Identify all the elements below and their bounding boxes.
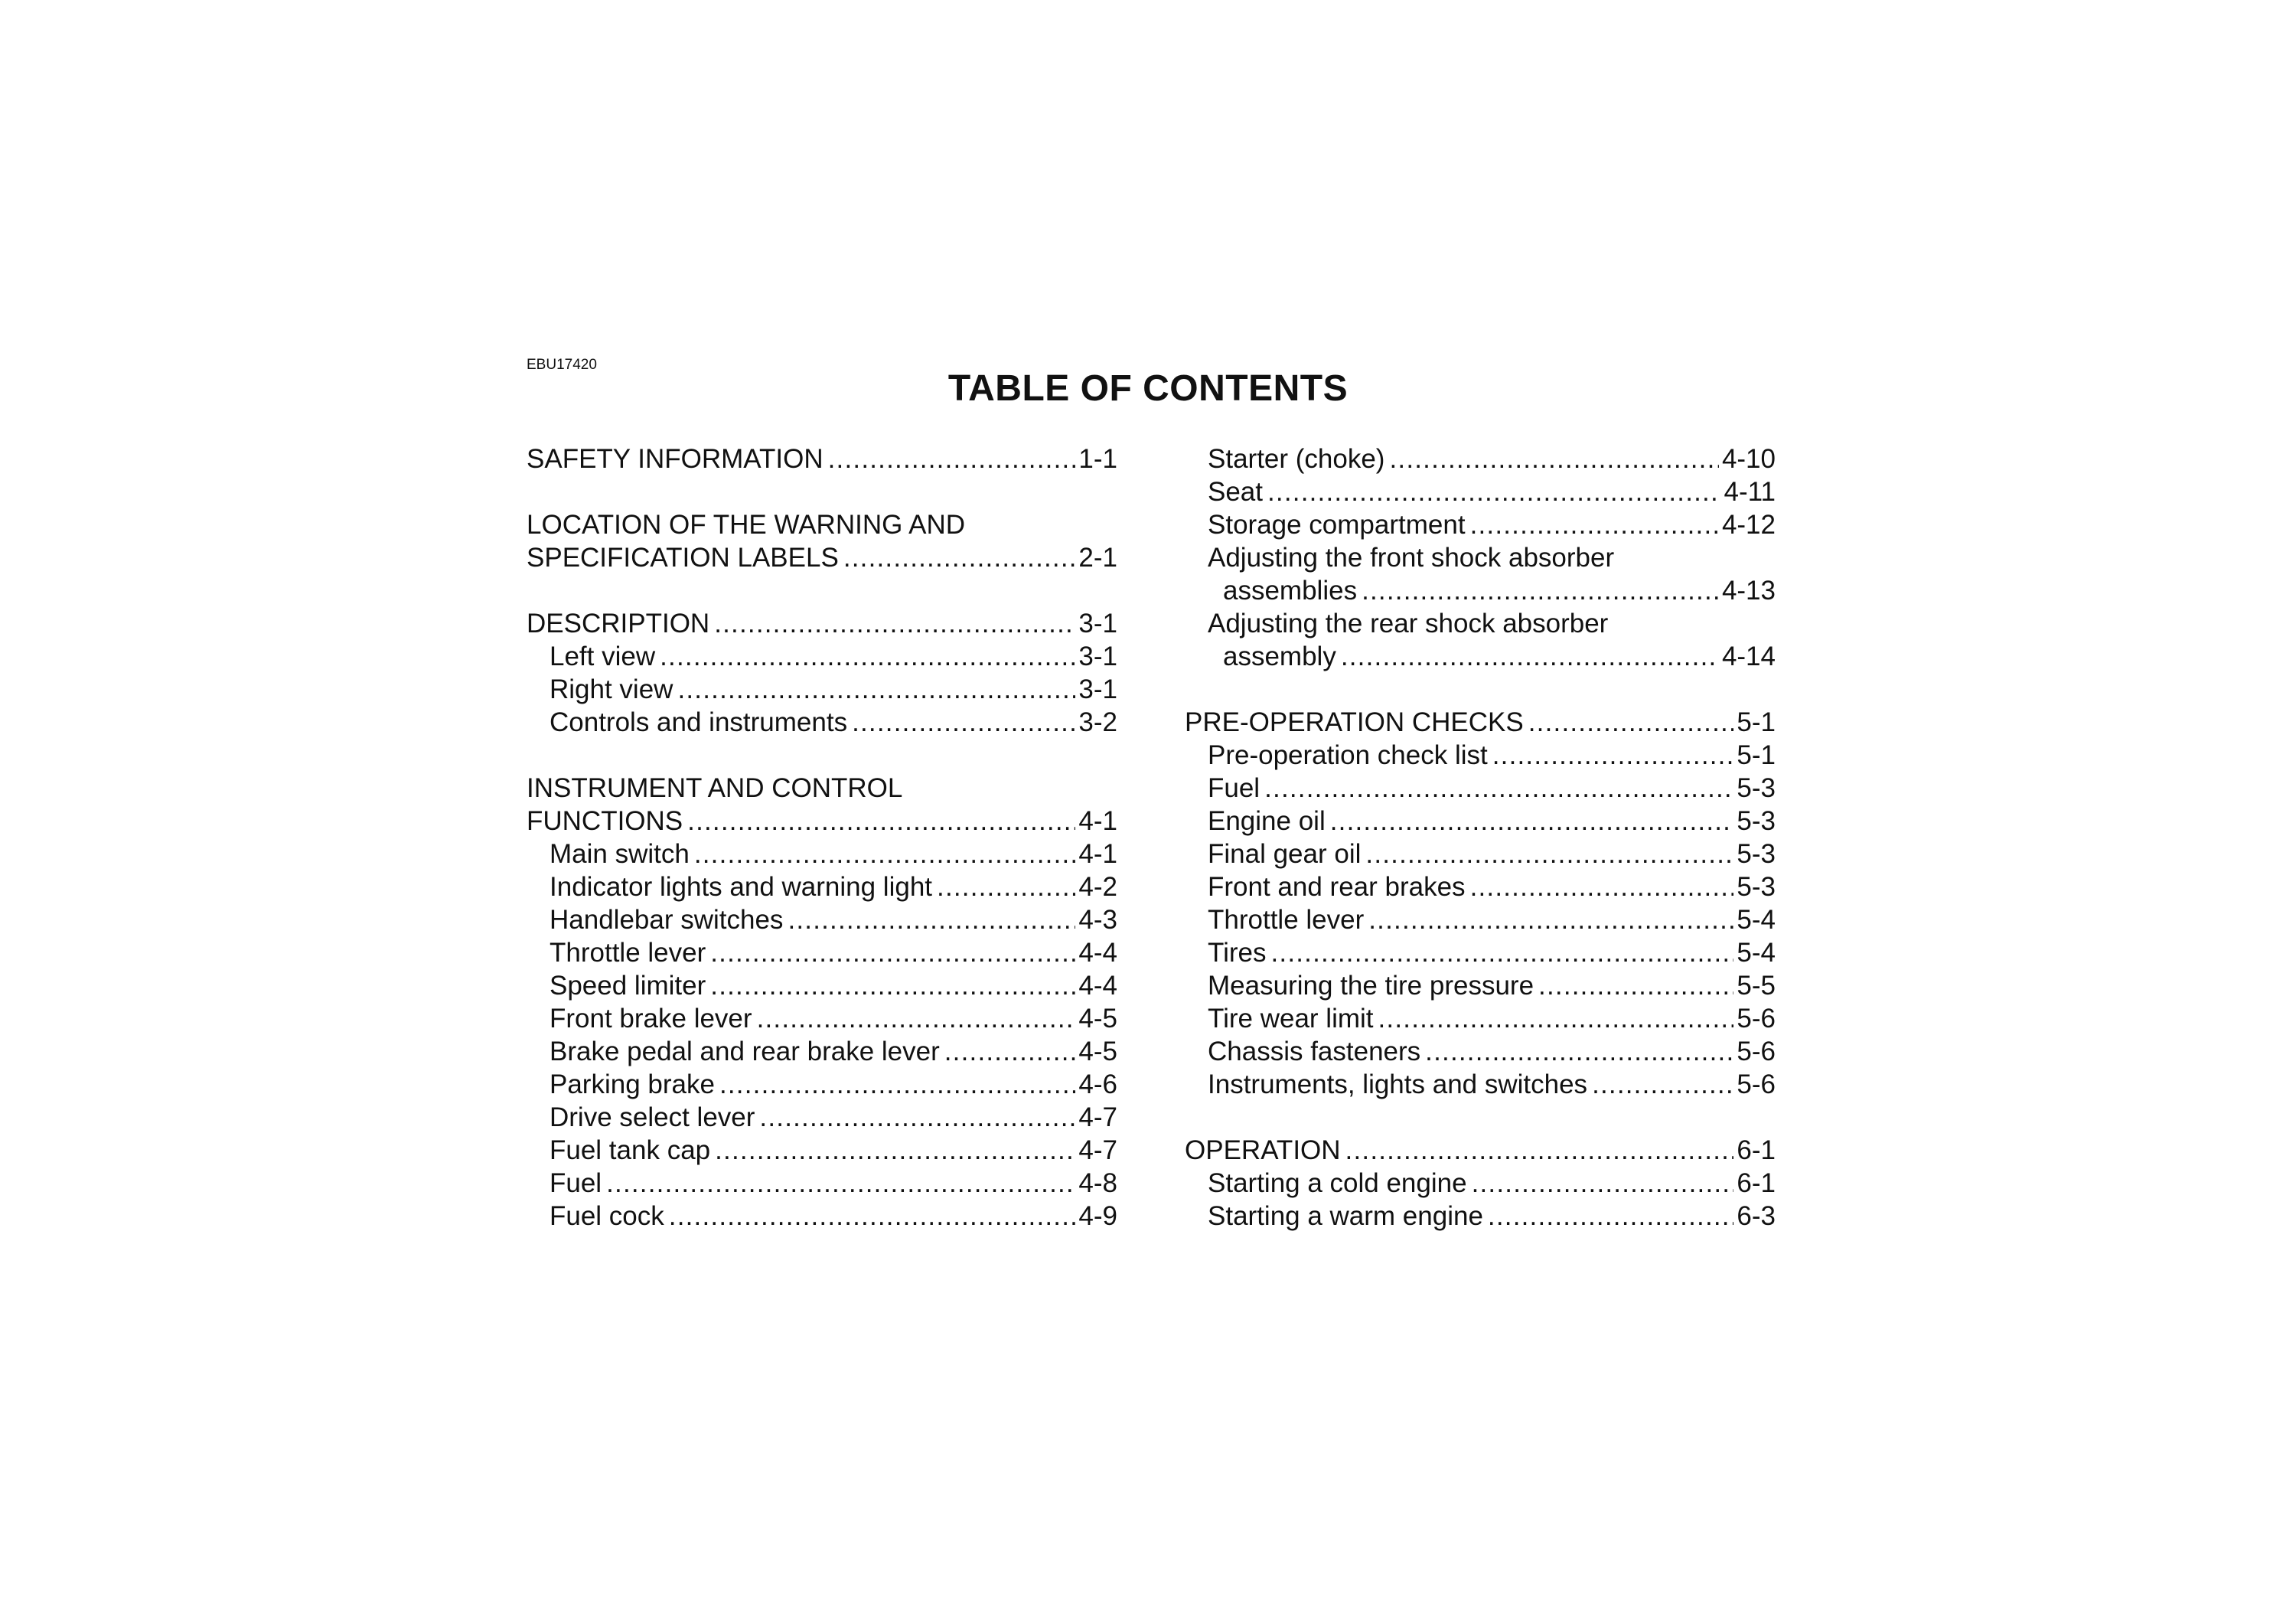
toc-dot-leader xyxy=(1528,706,1734,739)
toc-entry-title: assembly xyxy=(1223,640,1341,673)
toc-entry-title: Controls and instruments xyxy=(550,706,852,739)
toc-entry[interactable] xyxy=(1185,541,1776,574)
toc-entry-page: 3-2 xyxy=(1075,706,1117,739)
toc-entry-page: 4-5 xyxy=(1075,1002,1117,1035)
toc-entry-page: 4-3 xyxy=(1075,903,1117,936)
toc-entry-page xyxy=(1773,541,1776,574)
toc-entry-page: 4-2 xyxy=(1075,870,1117,903)
toc-entry-title: Tire wear limit xyxy=(1208,1002,1378,1035)
toc-entry[interactable] xyxy=(1185,574,1776,607)
toc-dot-leader xyxy=(970,508,1114,541)
toc-entry[interactable] xyxy=(1185,508,1776,541)
toc-dot-leader xyxy=(677,673,1075,706)
toc-entry[interactable] xyxy=(1185,1002,1776,1035)
toc-spacer xyxy=(1185,673,1776,706)
toc-entry[interactable] xyxy=(527,607,1117,640)
toc-entry-page: 6-1 xyxy=(1733,1134,1776,1167)
toc-entry-page: 4-12 xyxy=(1719,508,1776,541)
toc-entry-page: 4-10 xyxy=(1719,442,1776,475)
toc-entry-title: Adjusting the rear shock absorber xyxy=(1208,607,1613,640)
toc-entry-title: Indicator lights and warning light xyxy=(550,870,937,903)
toc-entry-page: 4-6 xyxy=(1075,1068,1117,1101)
toc-entry[interactable] xyxy=(1185,969,1776,1002)
toc-entry-page: 4-7 xyxy=(1075,1101,1117,1134)
toc-dot-leader xyxy=(1470,508,1719,541)
toc-entry[interactable] xyxy=(1185,838,1776,870)
toc-entry-title: Front brake lever xyxy=(550,1002,757,1035)
toc-spacer xyxy=(527,475,1117,508)
toc-entry-page: 5-5 xyxy=(1733,969,1776,1002)
toc-entry-page xyxy=(1773,607,1776,640)
toc-dot-leader xyxy=(710,936,1075,969)
toc-entry-page: 5-3 xyxy=(1733,838,1776,870)
toc-entry[interactable] xyxy=(1185,1035,1776,1068)
document-code: EBU17420 xyxy=(527,357,597,373)
toc-entry-page: 4-4 xyxy=(1075,969,1117,1002)
toc-dot-leader xyxy=(1619,541,1773,574)
toc-entry[interactable] xyxy=(1185,640,1776,673)
toc-dot-leader xyxy=(1365,838,1733,870)
toc-dot-leader xyxy=(1425,1035,1733,1068)
toc-entry[interactable] xyxy=(527,640,1117,673)
toc-dot-leader xyxy=(1538,969,1733,1002)
toc-entry[interactable] xyxy=(527,706,1117,739)
toc-dot-leader xyxy=(1613,607,1773,640)
toc-dot-leader xyxy=(1264,772,1733,805)
toc-entry-page: 5-4 xyxy=(1733,936,1776,969)
toc-entry[interactable] xyxy=(527,1035,1117,1068)
toc-entry-title: Starting a cold engine xyxy=(1208,1167,1472,1200)
toc-left-column xyxy=(527,442,1117,1233)
toc-dot-leader xyxy=(606,1167,1075,1200)
toc-entry[interactable] xyxy=(1185,805,1776,838)
toc-entry-page: 6-3 xyxy=(1733,1200,1776,1233)
toc-dot-leader xyxy=(759,1101,1075,1134)
toc-entry-title: LOCATION OF THE WARNING AND xyxy=(527,508,970,541)
toc-dot-leader xyxy=(715,1134,1075,1167)
toc-entry-title: assemblies xyxy=(1223,574,1362,607)
toc-entry-page: 4-1 xyxy=(1075,838,1117,870)
toc-entry-page: 1-1 xyxy=(1075,442,1117,475)
toc-entry[interactable] xyxy=(527,442,1117,475)
toc-dot-leader xyxy=(1362,574,1719,607)
toc-entry[interactable] xyxy=(527,1167,1117,1200)
toc-entry[interactable] xyxy=(1185,772,1776,805)
toc-dot-leader xyxy=(669,1200,1076,1233)
toc-dot-leader xyxy=(714,607,1075,640)
toc-entry-title: Instruments, lights and switches xyxy=(1208,1068,1592,1101)
toc-dot-leader xyxy=(757,1002,1076,1035)
toc-dot-leader xyxy=(843,541,1076,574)
toc-entry[interactable] xyxy=(527,936,1117,969)
toc-entry-title: Final gear oil xyxy=(1208,838,1365,870)
toc-entry-page: 3-1 xyxy=(1075,673,1117,706)
toc-entry-page: 4-1 xyxy=(1075,805,1117,838)
toc-entry-title: Front and rear brakes xyxy=(1208,870,1470,903)
toc-entry-page: 4-14 xyxy=(1719,640,1776,673)
toc-dot-leader xyxy=(828,442,1076,475)
toc-entry-page: 5-3 xyxy=(1733,805,1776,838)
toc-entry-title: Adjusting the front shock absorber xyxy=(1208,541,1619,574)
toc-entry[interactable] xyxy=(527,870,1117,903)
toc-entry[interactable] xyxy=(1185,706,1776,739)
toc-entry[interactable] xyxy=(1185,870,1776,903)
toc-entry-page: 6-1 xyxy=(1733,1167,1776,1200)
toc-entry[interactable] xyxy=(527,805,1117,838)
toc-dot-leader xyxy=(788,903,1075,936)
toc-entry-title: INSTRUMENT AND CONTROL xyxy=(527,772,907,805)
toc-entry-title: Pre-operation check list xyxy=(1208,739,1492,772)
toc-dot-leader xyxy=(687,805,1075,838)
toc-entry-page: 4-11 xyxy=(1721,475,1776,508)
toc-entry-title: Storage compartment xyxy=(1208,508,1470,541)
toc-entry-title: Handlebar switches xyxy=(550,903,788,936)
toc-entry-page: 4-13 xyxy=(1719,574,1776,607)
toc-entry-page: 5-1 xyxy=(1733,739,1776,772)
toc-entry[interactable] xyxy=(1185,607,1776,640)
toc-dot-leader xyxy=(1492,739,1734,772)
toc-entry-page: 4-5 xyxy=(1075,1035,1117,1068)
toc-dot-leader xyxy=(1345,1134,1734,1167)
toc-dot-leader xyxy=(710,969,1075,1002)
page-title: TABLE OF CONTENTS xyxy=(947,368,1349,409)
toc-dot-leader xyxy=(944,1035,1076,1068)
toc-entry-title: DESCRIPTION xyxy=(527,607,714,640)
toc-spacer xyxy=(1185,1101,1776,1134)
toc-entry-page xyxy=(1114,772,1117,805)
toc-entry-title: Chassis fasteners xyxy=(1208,1035,1425,1068)
toc-entry-title: Left view xyxy=(550,640,660,673)
toc-dot-leader xyxy=(660,640,1075,673)
toc-entry[interactable] xyxy=(527,772,1117,805)
toc-entry-title: Throttle lever xyxy=(550,936,710,969)
toc-entry-page: 5-1 xyxy=(1733,706,1776,739)
toc-entry[interactable] xyxy=(1185,739,1776,772)
toc-entry-page: 3-1 xyxy=(1075,607,1117,640)
toc-dot-leader xyxy=(1368,903,1733,936)
toc-entry-title: Drive select lever xyxy=(550,1101,759,1134)
toc-entry[interactable] xyxy=(527,838,1117,870)
toc-dot-leader xyxy=(907,772,1114,805)
toc-entry-title: SAFETY INFORMATION xyxy=(527,442,828,475)
toc-dot-leader xyxy=(1470,870,1734,903)
toc-entry-page: 5-6 xyxy=(1733,1068,1776,1101)
toc-dot-leader xyxy=(1472,1167,1734,1200)
toc-dot-leader xyxy=(1341,640,1719,673)
toc-dot-leader xyxy=(1389,442,1718,475)
toc-entry-page: 4-8 xyxy=(1075,1167,1117,1200)
toc-entry-title: Starting a warm engine xyxy=(1208,1200,1488,1233)
toc-entry-title: FUNCTIONS xyxy=(527,805,687,838)
toc-dot-leader xyxy=(694,838,1076,870)
toc-entry[interactable] xyxy=(527,541,1117,574)
toc-entry-page: 5-6 xyxy=(1733,1035,1776,1068)
toc-entry[interactable] xyxy=(527,673,1117,706)
toc-entry[interactable] xyxy=(1185,1068,1776,1101)
toc-entry-page: 4-7 xyxy=(1075,1134,1117,1167)
toc-spacer xyxy=(527,739,1117,772)
toc-entry-title: Speed limiter xyxy=(550,969,710,1002)
toc-entry-title: Measuring the tire pressure xyxy=(1208,969,1538,1002)
toc-dot-leader xyxy=(1270,936,1733,969)
toc-entry[interactable] xyxy=(527,1068,1117,1101)
toc-entry[interactable] xyxy=(527,1101,1117,1134)
toc-entry-page: 5-3 xyxy=(1733,772,1776,805)
toc-entry-title: Engine oil xyxy=(1208,805,1330,838)
toc-entry[interactable] xyxy=(1185,1200,1776,1233)
toc-entry-title: Main switch xyxy=(550,838,694,870)
toc-entry-title: Parking brake xyxy=(550,1068,719,1101)
toc-entry-page: 5-4 xyxy=(1733,903,1776,936)
toc-entry-page: 5-3 xyxy=(1733,870,1776,903)
toc-entry[interactable] xyxy=(1185,475,1776,508)
toc-dot-leader xyxy=(1378,1002,1734,1035)
toc-dot-leader xyxy=(1330,805,1734,838)
toc-entry[interactable] xyxy=(527,903,1117,936)
toc-entry[interactable] xyxy=(1185,1134,1776,1167)
toc-dot-leader xyxy=(1267,475,1721,508)
toc-entry-title: Fuel tank cap xyxy=(550,1134,715,1167)
toc-spacer xyxy=(527,574,1117,607)
toc-entry[interactable] xyxy=(527,1200,1117,1233)
toc-dot-leader xyxy=(1488,1200,1733,1233)
toc-entry-title: Right view xyxy=(550,673,677,706)
toc-entry-title: OPERATION xyxy=(1185,1134,1345,1167)
toc-entry-page: 2-1 xyxy=(1075,541,1117,574)
toc-entry-page xyxy=(1114,508,1117,541)
toc-entry[interactable] xyxy=(1185,936,1776,969)
toc-entry-title: Seat xyxy=(1208,475,1267,508)
toc-entry[interactable] xyxy=(527,1002,1117,1035)
toc-entry[interactable] xyxy=(527,1134,1117,1167)
toc-entry[interactable] xyxy=(527,969,1117,1002)
toc-entry-title: Tires xyxy=(1208,936,1270,969)
toc-entry-title: Starter (choke) xyxy=(1208,442,1389,475)
toc-dot-leader xyxy=(852,706,1075,739)
toc-dot-leader xyxy=(937,870,1075,903)
toc-dot-leader xyxy=(719,1068,1075,1101)
toc-dot-leader xyxy=(1592,1068,1733,1101)
toc-entry[interactable] xyxy=(1185,1167,1776,1200)
toc-entry-title: SPECIFICATION LABELS xyxy=(527,541,843,574)
toc-entry-page: 3-1 xyxy=(1075,640,1117,673)
toc-entry-title: PRE-OPERATION CHECKS xyxy=(1185,706,1528,739)
toc-entry-title: Throttle lever xyxy=(1208,903,1368,936)
toc-right-column xyxy=(1185,442,1776,1233)
toc-entry[interactable] xyxy=(527,508,1117,541)
toc-entry-title: Brake pedal and rear brake lever xyxy=(550,1035,944,1068)
toc-entry-title: Fuel xyxy=(1208,772,1264,805)
toc-entry[interactable] xyxy=(1185,903,1776,936)
toc-entry-page: 4-9 xyxy=(1075,1200,1117,1233)
toc-entry-page: 4-4 xyxy=(1075,936,1117,969)
toc-entry-page: 5-6 xyxy=(1733,1002,1776,1035)
toc-entry[interactable] xyxy=(1185,442,1776,475)
toc-entry-title: Fuel cock xyxy=(550,1200,669,1233)
toc-entry-title: Fuel xyxy=(550,1167,606,1200)
